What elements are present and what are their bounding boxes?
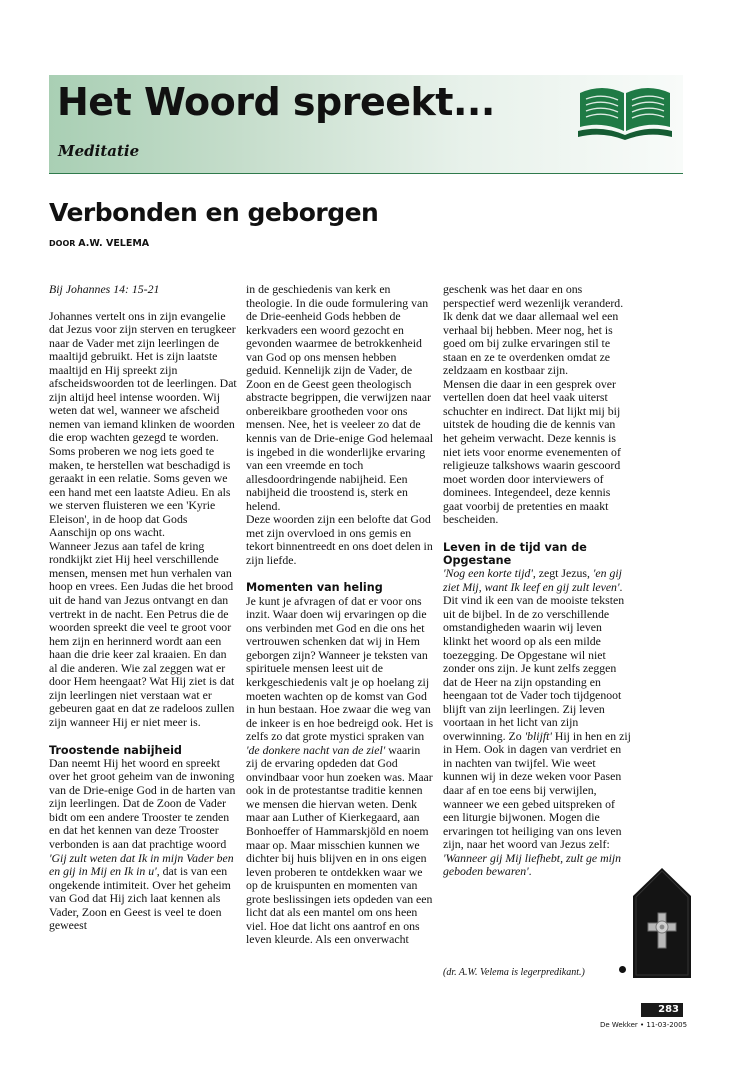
author-name: A.W. VELEMA [78,238,150,249]
paragraph: 'Nog een korte tijd', zegt Jezus, 'en gij ziet Mij, want Ik leef en gij zult leven'. Dit vind ik een van de mooiste teksten uit de bijbel. In de zo verschillende omstandigheden waarin wij leven klinkt het woord op als een milde toezegging. De Opgestane wil niet zonder ons zijn. Je kunt zelfs zeggen dat de Heer na zijn opstanding en heengaan tot de Vader toch tijdgenoot blijft van zijn leerlingen. Zij leven voortaan in het licht van zijn overwinning. Zo 'blijft' Hij in hen en zij in Hem. Ook in dagen van verdriet en in nachten van twijfel. Wie weet kunnen wij in deze weken voor Pasen daar af en toe eens bij verwijlen, wanneer we een gebed uitspreken of een liturgie bijwonen. Mogen die ervaringen tot heiliging van ons leven zijn, naar het woord van Jezus zelf: 'Wanneer gij Mij liefhebt, zult ge mijn geboden bewaren'. [443,566,631,879]
author-footnote: (dr. A.W. Velema is legerpredikant.) [443,967,585,978]
cross-insignia-icon [633,868,691,978]
byline-prefix: DOOR [49,239,76,248]
section-heading: Leven in de tijd van de Opgestane [443,540,587,568]
paragraph: Mensen die daar in een gesprek over vertellen doen dat heel vaak uiterst schuchter en indirect. Dat lijkt mij bij uitstek de houding die de kennis van het geheim verwacht. Deze kennis is niet iets voor enorme evenementen of religieuze talkshows waarin gescoord moet worden door interviewers of dominees. Integendeel, deze kennis gaat voorbij de pretenties en maakt bescheiden. [443,376,621,527]
paragraph: Wanneer Jezus aan tafel de kring rondkijkt ziet Hij heel verschillende mensen, mensen met hun verhalen van hoop en vrees. Een Judas die het brood uit de hand van Jezus ontvangt en dan vertrekt in de nacht. Een Petrus die de woorden spreekt die veel te groot voor hem zijn en herinnerd wordt aan een haan die drie keer zal kraaien. En dan al die anderen. Wie zal zeggen wat er door Hem heengaat? Wat Hij ziet is dat zijn leerlingen niet verstaan wat er gebeuren gaat en dat ze radeloos zullen zijn wanneer Hij er niet meer is. [49,538,235,729]
paragraph: geschenk was het daar en ons perspectief werd wezenlijk veranderd. Ik denk dat we daar allemaal wel een verhaal bij hebben. Meer nog, het is goed om bij zulke ervaringen stil te staan en ze te overdenken omdat ze zeldzaam en kostbaar zijn. [443,282,624,378]
publication-line: De Wekker • 11-03-2005 [600,1021,688,1029]
open-book-icon [576,79,674,141]
paragraph: Johannes vertelt ons in zijn evangelie dat Jezus voor zijn sterven en terugkeer naar de Vader met zijn leerlingen de maaltijd gebruikt. Het is zijn laatste maaltijd en Hij spreekt zijn afscheidswoorden tot de leerlingen. Dat zijn altijd heel intense woorden. Wij weten dat wel, wanneer we afscheid nemen van iemand klinken de woorden die erop wachten gezegd te worden. Soms proberen we nog iets goed te maken, te herstellen wat beschadigd is geraakt in een relatie. Soms geven we een hand met een laatste Adieu. En als we sterven fluisteren we een 'Kyrie Eleison', in de hoop dat Gods Aanschijn op ons wacht. [49,308,237,540]
end-of-article-mark [619,966,626,973]
series-banner [49,75,683,174]
paragraph: in de geschiedenis van kerk en theologie. In die oude formulering van de Drie-eenheid Gods hebben de kerkvaders een woord gezocht en gevonden waarmee de betrokkenheid van God op ons mensen hebben geduid. Kennelijk zijn de Vader, de Zoon en de Geest geen theologisch abstracte begrippen, die verwijzen naar onbereikbare grootheden voor ons mensen. Nee, het is veeleer zo dat de kennis van de Drie-enige God helemaal is ingebed in die wonderlijke ervaring van een vreemde en toch allesdoordringende nabijheid. Een nabijheid die troostend is, sterk en helend. [246,282,434,513]
series-subtitle: Meditatie [58,142,140,160]
column-2 [246,283,434,983]
byline [49,238,149,249]
column-3 [443,283,631,983]
column-1 [49,283,237,983]
series-title: Het Woord spreekt... [57,80,495,124]
article-title: Verbonden en geborgen [49,198,379,227]
paragraph: Deze woorden zijn een belofte dat God met zijn overvloed in ons gemis en tekort binnentreedt en ons doet delen in zijn liefde. [246,512,433,567]
scripture-reference: Bij Johannes 14: 15-21 [49,282,160,296]
section-heading: Momenten van heling [246,581,383,595]
paragraph: Je kunt je afvragen of dat er voor ons inzit. Waar doen wij ervaringen op die ons verbinden met God en die ons het vertrouwen schenken dat wij in Hem geborgen zijn? Wanneer je teksten van spirituele mensen leest uit de kerkgeschiedenis valt je op hoelang zij moeten wachten op de komst van God in hun bestaan. Hoe zwaar die weg van de inkeer is en hoe bedreigd ook. Het is zelfs zo dat grote mystici spraken van 'de donkere nacht van de ziel' waarin zij de ervaring opdeden dat God onvindbaar voor hun zoeken was. Maar ook in de protestantse traditie kennen we mensen die hiervan weten. Denk maar aan Luther of Kierkegaard, aan Bonhoeffer of Hammarskjöld en noem maar op. Maar misschien kunnen we dichter bij huis blijven en in ons eigen leven proberen te ontdekken waar we op de kruispunten en momenten van grote beslissingen iets opdeden van een licht dat als een mantel om ons heen viel. Hoe dat licht ons aantrof en ons leven kleurde. Als een onverwacht [246,593,434,947]
section-heading: Troostende nabijheid [49,743,182,757]
page-number: 283 [641,1003,683,1017]
paragraph: Dan neemt Hij het woord en spreekt over het groot geheim van de inwoning van de Drie-enige God in de harten van zijn leerlingen. Dat de Zoon de Vader bidt om een andere Trooster te zenden en dat het kennen van deze Trooster verbonden is aan dat prachtige woord 'Gij zult weten dat Ik in mijn Vader ben en gij in Mij en Ik in u', dat is van een ongekende intimiteit. Over het geheim van God dat Hij zich laat kennen als Vader, Zoon en Geest is veel te doen geweest [49,755,236,933]
